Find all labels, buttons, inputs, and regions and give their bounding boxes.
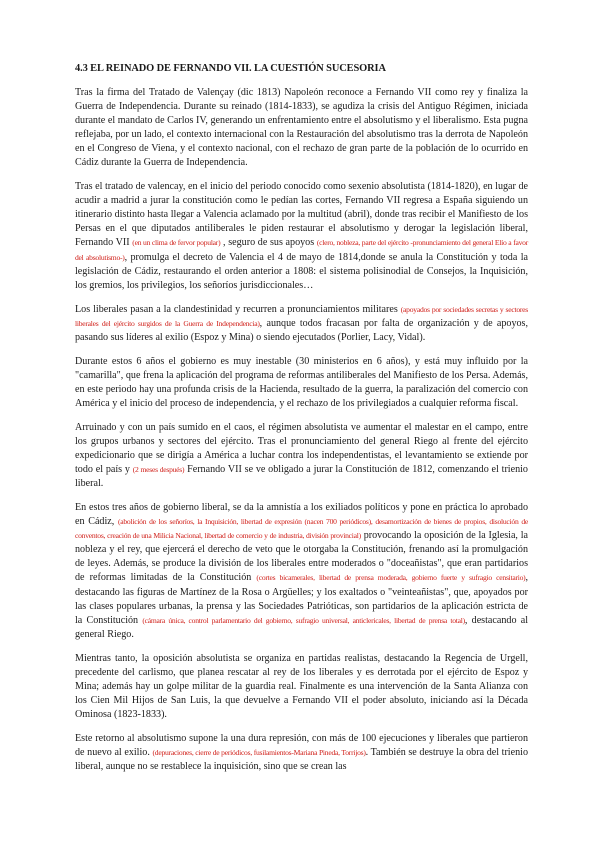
paragraph-text: , destacando las figuras de Martínez de la Rosa o Argüelles; y los exaltados o "veinteañistas", que, apoyados por las clases populares urbanas, la prensa y las Sociedades Patrióticas, son partidarios de la aplicación estricta de la Constitución	[75, 572, 528, 626]
red-annotation: (cámara única, control parlamentario del gobierno, sufragio universal, anticlericales, libertad de prensa total)	[142, 615, 465, 625]
paragraph	[75, 180, 528, 292]
paragraph-text: . También se destruye la obra del trienio liberal, aunque no se restablece la inquisición, sino que se crean las	[75, 746, 528, 773]
paragraph-text: Este retorno al absolutismo supone la una dura represión, con más de 100 ejecuciones y liberales que partieron de nuevo al exilio.	[75, 732, 528, 758]
paragraph	[75, 86, 528, 170]
paragraph-text: Tras el tratado de valencay, en el inicio del periodo conocido como sexenio absolutista (1814-1820), en lugar de acudir a madrid a jurar la constitución como le pedían las cortes, Fernando VII regresa a España siguiendo un itinerario distinto hasta llegar a Valencia aclamado por la multitud (abril), donde tras recibir el Manifiesto de los Persas en el que diputados antiliberales le piden restaurar el absolutismo y derogar la legislación liberal, Fernando VII	[75, 181, 528, 249]
paragraph-text: Durante estos 6 años el gobierno es muy inestable (30 ministerios en 6 años), y está muy influido por la "camarilla", que frena la aplicación del programa de reformas antiliberales del Manifiesto de los Persa. Además, en este periodo hay una profunda crisis de la Hacienda, resultado de la guerra, la paralización del comercio con América y el inicio del proceso de independencia, y el rechazo de los privilegiados a cualquier reforma fiscal.	[75, 355, 528, 409]
paragraph-text: Fernando VII se ve obligado a jurar la Constitución de 1812, comenzando el trienio liberal.	[75, 464, 528, 490]
paragraph	[75, 355, 528, 411]
paragraph	[75, 303, 528, 345]
paragraph-text: , seguro de sus apoyos	[220, 237, 317, 249]
paragraph-text: Arruinado y con un país sumido en el caos, el régimen absolutista ve aumentar el malestar en el campo, entre los grupos urbanos y sectores del ejército. Tras el pronunciamiento del general Riego al frente del ejército expedicionario que se dirigía a América a luchar contra los independentistas, el levantamiento se extiende por todo el país y	[75, 421, 528, 476]
paragraph	[75, 501, 528, 641]
paragraph	[75, 421, 528, 491]
paragraph-text: Mientras tanto, la oposición absolutista se organiza en partidas realistas, destacando la Regencia de Urgell, precedente del carlismo, que planea rescatar al rey de los liberales y es derrotada por el ejército de Espoz y Mina; además hay un golpe militar de la guardia real. Finalmente es una intervención de la Santa Alianza con los Cien Mil Hijos de San Luis, la que devuelve a Fernando VII el poder absoluto, iniciando así la Década Ominosa (1823-1833).	[75, 652, 528, 720]
paragraph-text: , promulga el decreto de Valencia el 4 de mayo de 1814,donde se anula la Constitución y toda la legislación de Cádiz, restaurando el orden anterior a 1808: el sistema polisinodial de Consejos, la Inquisición, los gremios, los privilegios, los señoríos jurisdiccionales…	[75, 251, 528, 291]
paragraph	[75, 732, 528, 774]
section-title: 4.3 EL REINADO DE FERNANDO VII. LA CUESTIÓN SUCESORIA	[75, 63, 386, 74]
red-annotation: (clero, nobleza, parte del ejército -pronunciamiento del general Elío a favor del absolutismo-)	[75, 238, 528, 262]
paragraph	[75, 652, 528, 722]
paragraph-text: , destacando al general Riego.	[75, 614, 528, 640]
paragraph-text: Los liberales pasan a la clandestinidad y recurren a pronunciamientos militares	[75, 303, 401, 315]
paragraph-text: provocando la oposición de la Iglesia, la nobleza y el rey, que ejercerá el derecho de veto que le otorgaba la Constitución, frenando así la promulgación de leyes. Además, se produce la división de los liberales entre moderados o "doceañistas", que eran partidarios de reformas limitadas de la Constitución	[75, 530, 529, 584]
red-annotation: (2 meses después)	[132, 465, 185, 475]
red-annotation: (en un clima de fervor popular)	[132, 238, 221, 248]
document-page	[75, 62, 528, 784]
paragraph-text: , aunque todos fracasan por falta de organización y de apoyos, pasando sus líderes al exilio (Espoz y Mina) o siendo ejecutados (Porlier, Lacy, Vidal).	[75, 317, 529, 343]
document-body	[75, 86, 528, 774]
paragraph-text: Tras la firma del Tratado de Valençay (dic 1813) Napoleón reconoce a Fernando VII como rey y finaliza la Guerra de Independencia. Durante su reinado (1814-1833), se agudiza la crisis del Antiguo Régimen, iniciada durante el mandato de Carlos IV, generando un enfrentamiento entre el absolutismo y el liberalismo. Esta pugna reflejaba, por un lado, el contexto internacional con la Restauración del absolutismo tras la derrota de Napoleón en el Congreso de Viena, y el contexto nacional, con el rechazo de gran parte de la población de lo ocurrido en Cádiz durante la Guerra de Independencia.	[75, 87, 528, 169]
red-annotation: (abolición de los señoríos, la Inquisición, libertad de expresión (nacen 700 periódicos), desamortización de bienes de propios, disolución de conventos, creación de una Milicia Nacional, libertad de comercio y de industria, división provincial)	[75, 517, 528, 541]
red-annotation: (apoyados por sociedades secretas y sectores liberales del ejército surgidos de la Guerra de Independencia)	[75, 304, 528, 328]
red-annotation: (depuraciones, cierre de periódicos, fusilamientos-Mariana Pineda, Torrijos)	[152, 747, 366, 757]
paragraph-text: En estos tres años de gobierno liberal, se da la amnistía a los exiliados políticos y pone en práctica lo aprobado en Cádiz,	[75, 502, 528, 528]
red-annotation: (cortes bicamerales, libertad de prensa moderada, gobierno fuerte y sufragio censitario)	[256, 573, 526, 583]
